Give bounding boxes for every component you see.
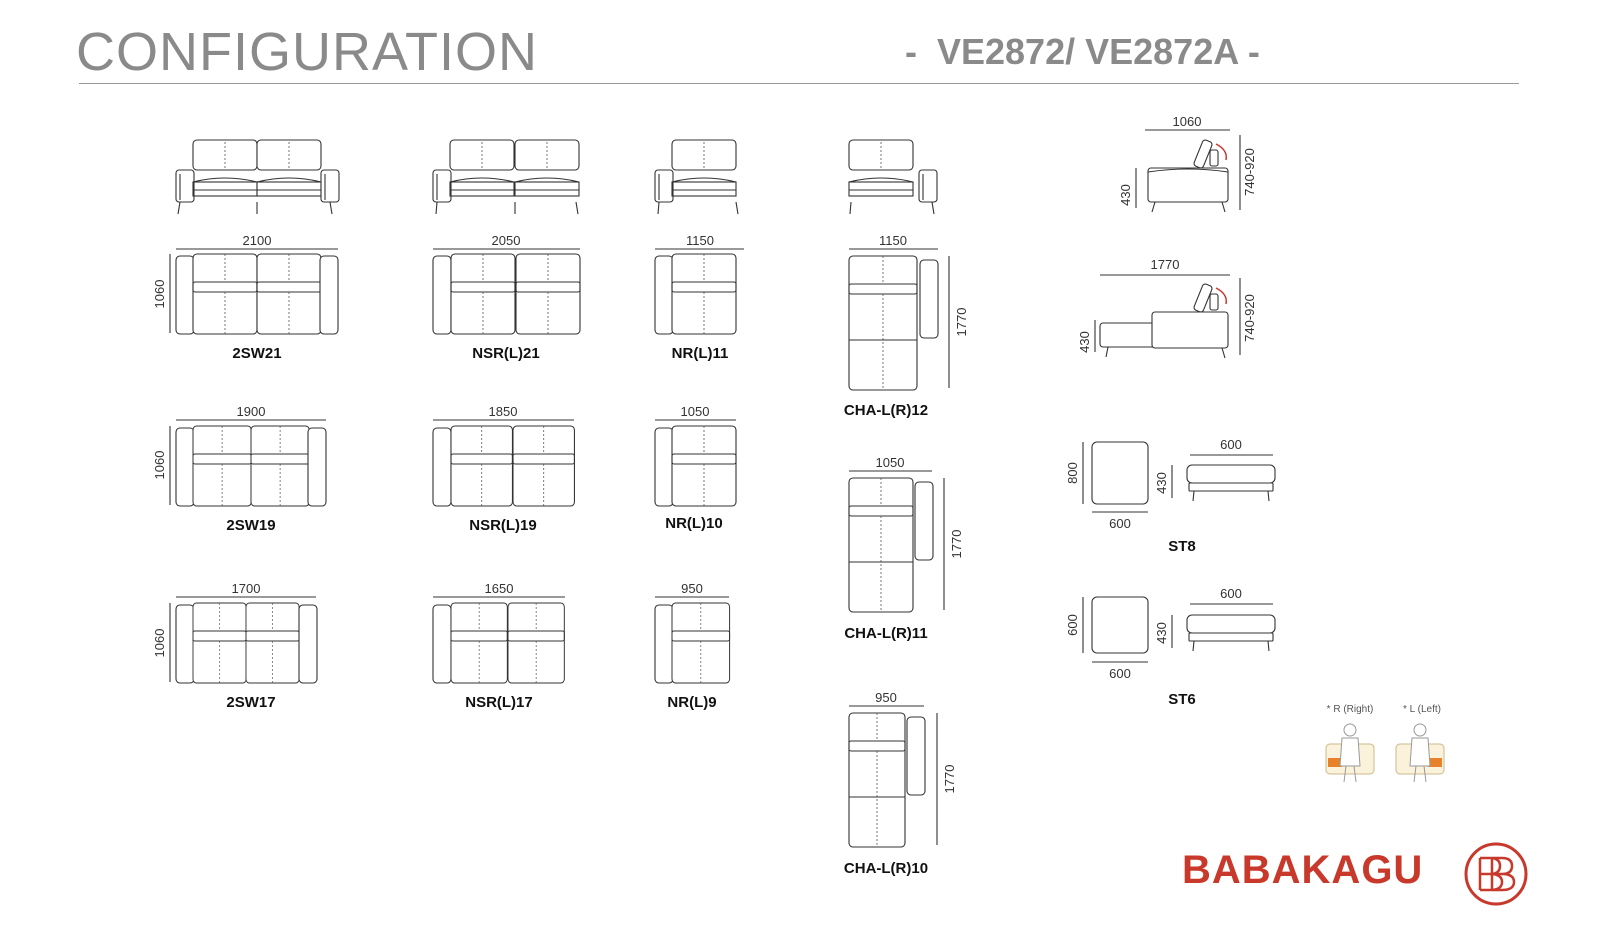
svg-text:1650: 1650 [484,581,514,596]
svg-text:2050: 2050 [491,233,521,248]
module-nr9 [655,581,730,711]
stool-label: ST6 [1168,691,1196,708]
svg-text:430: 430 [1118,184,1133,206]
sofa-nsr-front-view [433,140,579,214]
svg-text:1060: 1060 [152,628,167,658]
svg-text:600: 600 [1220,586,1242,601]
stool-label: ST8 [1168,538,1196,555]
page-title: CONFIGURATION [76,22,538,82]
svg-text:* L (Left): * L (Left) [1403,704,1441,715]
svg-text:950: 950 [875,690,897,705]
module-label: 2SW19 [226,517,276,534]
brand-logo: BABAKAGU [1182,848,1424,892]
sofa-nr-front-view [655,140,738,214]
module-nsr19 [433,404,574,534]
svg-text:800: 800 [1065,462,1080,484]
svg-text:1770: 1770 [954,307,969,337]
svg-text:1150: 1150 [686,233,714,248]
model-number: - VE2872/ VE2872A - [905,31,1260,72]
svg-text:1150: 1150 [879,233,907,248]
sofa-cha-front-view [849,140,937,214]
dim-width: 2100 [242,233,272,248]
svg-text:430: 430 [1154,622,1169,644]
svg-text:600: 600 [1065,614,1080,636]
svg-text:1770: 1770 [949,529,964,559]
module-nsr17 [433,581,565,711]
module-nsr21 [433,233,580,362]
orientation-left-icon [1396,704,1444,782]
svg-text:1900: 1900 [236,404,266,419]
module-label: 2SW21 [232,345,282,362]
module-label: NR(L)9 [667,694,717,711]
side-view-seat [1118,114,1257,212]
module-label: NR(L)10 [665,515,723,532]
svg-text:430: 430 [1077,331,1092,353]
svg-text:740-920: 740-920 [1242,148,1257,196]
side-view-chaise [1077,257,1257,358]
module-cha11 [844,455,964,642]
module-label: NR(L)11 [671,345,729,362]
svg-text:950: 950 [681,581,703,596]
module-2sw17 [152,581,317,711]
module-label: CHA-L(R)10 [843,860,929,877]
svg-text:600: 600 [1220,437,1242,452]
svg-text:1050: 1050 [680,404,710,419]
sofa-2sw-front-view [176,140,339,214]
bb-circle-logo-icon [1466,844,1526,904]
module-label: CHA-L(R)11 [844,625,928,642]
stool-st8 [1065,437,1275,555]
module-nr10 [655,404,736,532]
svg-text:1700: 1700 [231,581,261,596]
module-label: 2SW17 [226,694,276,711]
svg-text:1050: 1050 [875,455,905,470]
module-2sw19 [152,404,326,534]
module-cha12 [844,233,969,419]
svg-text:1770: 1770 [1150,257,1180,272]
module-2sw21 [152,233,338,362]
svg-text:600: 600 [1109,516,1131,531]
stool-st6 [1065,586,1275,708]
module-label: NSR(L)21 [472,345,540,362]
module-label: NSR(L)17 [465,694,533,711]
svg-text:1850: 1850 [488,404,518,419]
module-nr11 [655,233,744,362]
svg-text:1060: 1060 [152,450,167,480]
svg-text:1060: 1060 [1172,114,1202,129]
svg-text:1060: 1060 [152,279,167,309]
orientation-right-icon [1326,704,1374,782]
svg-text:600: 600 [1109,666,1131,681]
module-label: CHA-L(R)12 [843,402,929,419]
module-label: NSR(L)19 [469,517,537,534]
module-cha10 [844,690,957,877]
svg-text:* R (Right): * R (Right) [1326,704,1374,715]
svg-text:740-920: 740-920 [1242,294,1257,342]
svg-text:1770: 1770 [942,764,957,794]
svg-text:430: 430 [1154,472,1169,494]
